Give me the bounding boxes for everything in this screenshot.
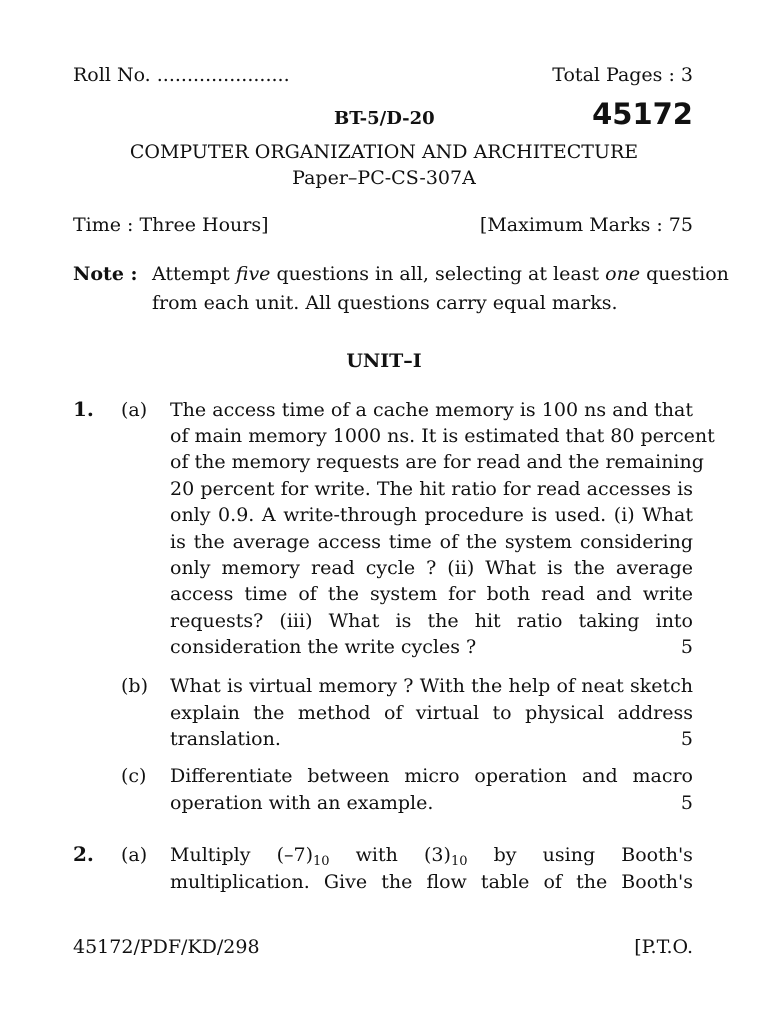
question-number: 2.: [73, 842, 94, 866]
question-line: What is virtual memory ? With the help of neat sketch: [170, 675, 693, 697]
question-line: access time of the system for both read and write: [170, 583, 693, 605]
part-label: (b): [121, 675, 148, 697]
question-line: consideration the write cycles ?: [170, 636, 477, 658]
question-number: 1.: [73, 397, 94, 421]
question-line: operation with an example.: [170, 792, 434, 814]
part-label: (a): [121, 399, 148, 421]
question-line: translation.: [170, 728, 281, 750]
page-turn-indicator: [P.T.O.: [634, 936, 693, 958]
note-label: Note :: [73, 263, 138, 285]
question-line: multiplication. Give the flow table of the Booth's: [170, 871, 693, 893]
footer-code: 45172/PDF/KD/298: [73, 936, 260, 958]
part-label: (a): [121, 844, 148, 866]
maximum-marks: [Maximum Marks : 75: [479, 214, 693, 236]
question-line: of the memory requests are for read and the remaining: [170, 451, 704, 473]
roll-number: Roll No. ......................: [73, 64, 290, 86]
question-line: Multiply $(-7)_{10}$ with $(3)_{10}$ by using Booth's: [170, 844, 693, 869]
paper-number: Paper–PC-CS-307A: [292, 167, 476, 189]
total-pages: Total Pages : 3: [552, 64, 693, 86]
marks-value: 5: [680, 636, 693, 658]
unit-heading: UNIT–I: [346, 350, 422, 372]
question-line: is the average access time of the system considering: [170, 531, 693, 553]
question-line: The access time of a cache memory is 100 ns and that: [170, 399, 693, 421]
question-line: explain the method of virtual to physical address: [170, 702, 693, 724]
question-line: Differentiate between micro operation and macro: [170, 765, 693, 787]
time-allowed: Time : Three Hours]: [73, 214, 269, 236]
marks-value: 5: [680, 792, 693, 814]
marks-value: 5: [680, 728, 693, 750]
part-label: (c): [121, 765, 147, 787]
question-line: 20 percent for write. The hit ratio for read accesses is: [170, 478, 693, 500]
subject-title: COMPUTER ORGANIZATION AND ARCHITECTURE: [129, 141, 639, 163]
note-line-2: from each unit. All questions carry equal marks.: [152, 292, 618, 314]
question-line: requests? (iii) What is the hit ratio taking into: [170, 610, 693, 632]
question-line: only 0.9. A write-through procedure is used. (i) What: [170, 504, 693, 526]
note-line-1: Attempt five questions in all, selecting at least one question: [152, 263, 729, 285]
question-line: of main memory 1000 ns. It is estimated that 80 percent: [170, 425, 715, 447]
paper-reference: BT-5/D-20: [334, 108, 435, 129]
paper-code: 45172: [592, 97, 693, 131]
question-line: only memory read cycle ? (ii) What is the average: [170, 557, 693, 579]
